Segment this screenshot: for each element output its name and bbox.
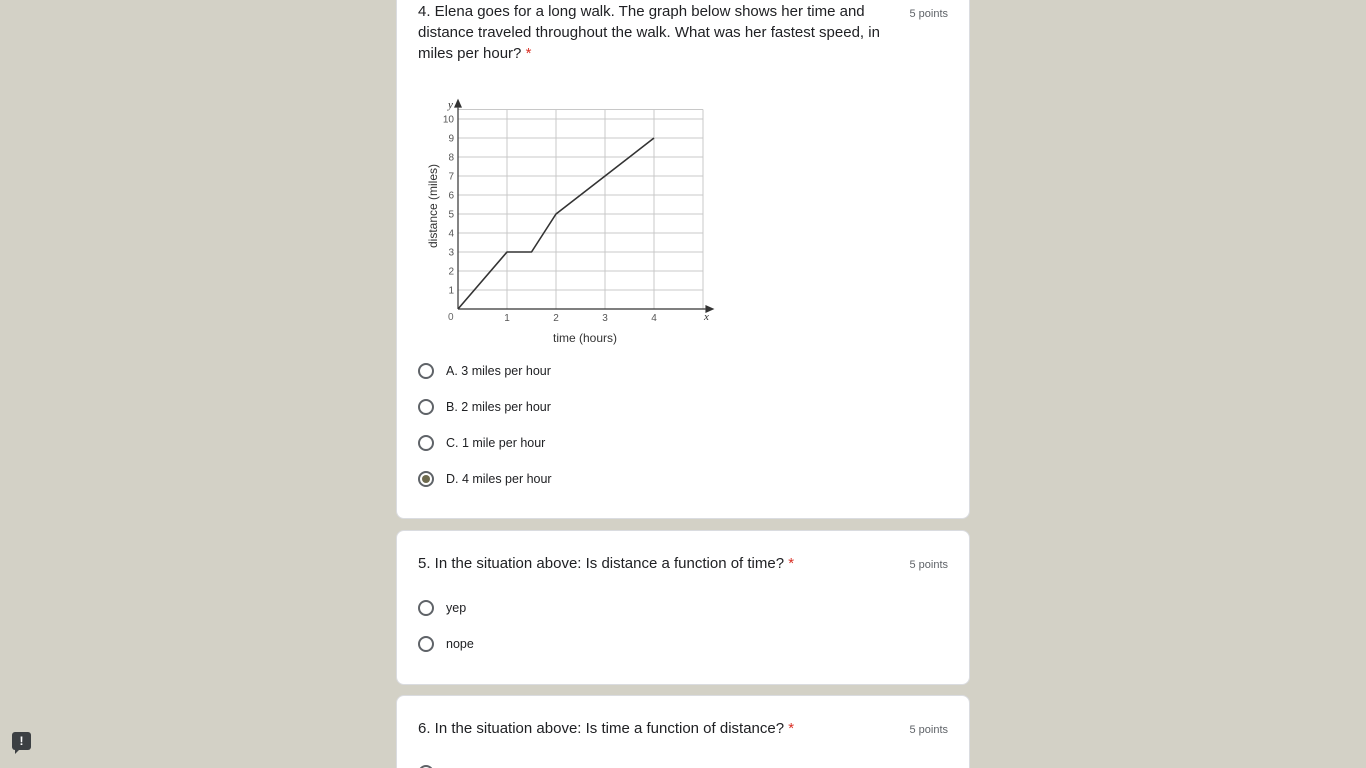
option-label: C. 1 mile per hour: [446, 436, 546, 450]
y-tick-label: 8: [448, 152, 454, 164]
option-label: nope: [446, 637, 474, 651]
required-asterisk: *: [525, 45, 532, 62]
option-yep[interactable]: [418, 597, 466, 619]
x-axis-letter: x: [704, 311, 709, 323]
radio-button[interactable]: [418, 399, 434, 415]
option-d[interactable]: [418, 468, 552, 490]
chart-axes: [454, 99, 714, 313]
y-tick-label: 9: [448, 133, 454, 145]
option-a[interactable]: [418, 360, 551, 382]
required-asterisk: *: [788, 555, 795, 572]
report-feedback-icon[interactable]: !: [12, 732, 31, 750]
option-partial[interactable]: [418, 762, 434, 768]
y-tick-label: 4: [448, 228, 454, 240]
y-axis-label: distance (miles): [426, 163, 440, 249]
distance-time-graph: [425, 91, 725, 351]
question-card-4: [396, 0, 970, 519]
y-axis-letter: y: [448, 99, 453, 111]
y-tick-label: 1: [448, 285, 454, 297]
points-label: 5 points: [909, 724, 948, 736]
radio-button[interactable]: [418, 636, 434, 652]
y-tick-label: 5: [448, 209, 454, 221]
x-tick-label: 2: [553, 313, 559, 324]
radio-dot: [422, 475, 430, 483]
question-card-5: [396, 530, 970, 685]
option-label: yep: [446, 601, 467, 615]
origin-label: 0: [448, 312, 454, 323]
question-card-6: [396, 695, 970, 768]
question-text: 5. In the situation above: Is distance a function of time?: [418, 555, 785, 572]
radio-button[interactable]: [418, 435, 434, 451]
radio-button[interactable]: [418, 363, 434, 379]
question-title: [418, 553, 888, 574]
option-c[interactable]: [418, 432, 545, 454]
radio-button[interactable]: [418, 600, 434, 616]
question-text: 4. Elena goes for a long walk. The graph below shows her time and distance traveled throughout the walk. What was her fastest speed, in miles per hour?: [418, 3, 880, 62]
x-tick-label: 3: [602, 313, 608, 324]
question-title: [418, 1, 888, 64]
option-label: D. 4 miles per hour: [446, 472, 552, 486]
points-label: 5 points: [909, 559, 948, 571]
x-tick-label: 1: [504, 313, 510, 324]
y-axis-arrow: [454, 99, 462, 108]
points-label: 5 points: [909, 8, 948, 20]
option-label: B. 2 miles per hour: [446, 400, 551, 414]
chart-ticks: [443, 115, 657, 325]
question-text: 6. In the situation above: Is time a function of distance?: [418, 720, 785, 737]
option-label: A. 3 miles per hour: [446, 364, 551, 378]
radio-button-selected[interactable]: [418, 471, 434, 487]
option-b[interactable]: [418, 396, 551, 418]
y-tick-label: 7: [448, 171, 454, 183]
y-tick-label: 3: [448, 247, 454, 259]
chart-grid: [458, 110, 703, 310]
required-asterisk: *: [788, 720, 795, 737]
x-axis-label: time (hours): [552, 331, 618, 345]
y-tick-label: 6: [448, 190, 454, 202]
y-tick-label: 10: [442, 114, 454, 126]
question-title: [418, 718, 888, 739]
option-nope[interactable]: [418, 633, 474, 655]
x-tick-label: 4: [651, 313, 657, 324]
y-tick-label: 2: [448, 266, 454, 278]
